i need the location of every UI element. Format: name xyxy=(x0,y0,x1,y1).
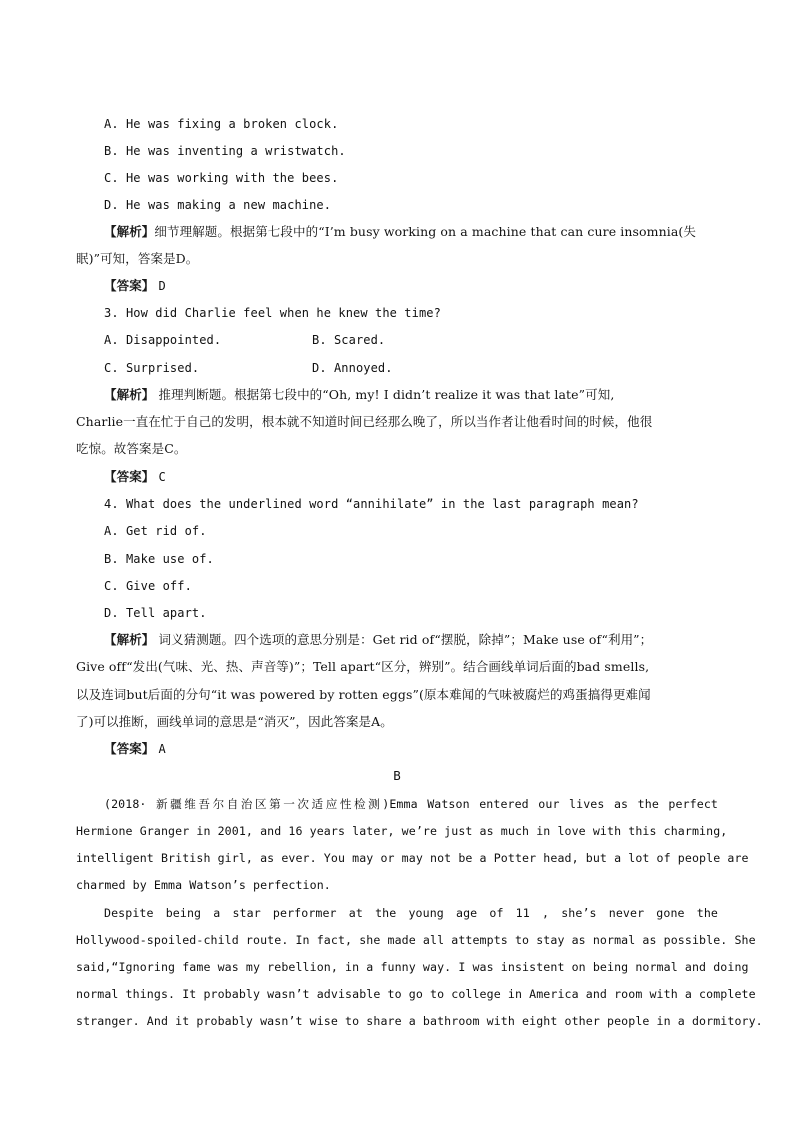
q3-analysis-line3: 吃惊。故答案是C。 xyxy=(76,441,187,456)
answer-tag: 【答案】 xyxy=(104,278,155,293)
analysis-tag: 【解析】 xyxy=(104,224,155,239)
q2-analysis xyxy=(104,224,696,240)
passage-p2-line1: Despite being a star performer at the young age of 11 , she’s never gone the xyxy=(104,906,718,920)
q4-answer-value: A xyxy=(158,742,166,756)
q3-analysis-line1: 推理判断题。根据第七段中的“Oh, my! I didn’t realize it was that late”可知, xyxy=(158,387,615,402)
q3-option-d: D. Annoyed. xyxy=(312,361,393,375)
q4-analysis-line3: 以及连词but后面的分句“it was powered by rotten eggs”(原本难闻的气味被腐烂的鸡蛋搞得更难闻 xyxy=(76,687,651,702)
q2-option-a: A. He was fixing a broken clock. xyxy=(104,117,339,131)
q3-analysis-line2: Charlie一直在忙于自己的发明，根本就不知道时间已经那么晚了，所以当作者让他看时间的时候，他很 xyxy=(76,414,653,429)
q4-option-b: B. Make use of. xyxy=(104,552,214,566)
q3-option-c: C. Surprised. xyxy=(104,361,200,375)
analysis-tag: 【解析】 xyxy=(104,387,155,402)
q3-analysis xyxy=(104,387,614,403)
analysis-tag: 【解析】 xyxy=(104,632,155,647)
q3-answer xyxy=(104,469,166,485)
q3-option-a: A. Disappointed. xyxy=(104,333,222,347)
q4-answer xyxy=(104,741,166,757)
q2-option-c: C. He was working with the bees. xyxy=(104,171,339,185)
q2-answer-value: D xyxy=(158,279,166,293)
answer-tag: 【答案】 xyxy=(104,741,155,756)
passage-p2-line3: said,“Ignoring fame was my rebellion, in a funny way. I was insistent on being normal and doing xyxy=(76,960,749,974)
q2-analysis-line1: 细节理解题。根据第七段中的“I’m busy working on a machine that can cure insomnia(失 xyxy=(154,224,697,239)
q4-option-c: C. Give off. xyxy=(104,579,192,593)
q4-analysis-line1: 词义猜测题。四个选项的意思分别是：Get rid of“摆脱，除掉”；Make use of“利用”； xyxy=(158,632,653,647)
q4-option-a: A. Get rid of. xyxy=(104,524,207,538)
passage-p1-line4: charmed by Emma Watson’s perfection. xyxy=(76,878,331,892)
passage-p1-line3: intelligent British girl, as ever. You may or may not be a Potter head, but a lot of people are xyxy=(76,851,749,865)
q4-option-d: D. Tell apart. xyxy=(104,606,207,620)
q3-answer-value: C xyxy=(158,470,166,484)
q2-answer xyxy=(104,278,166,294)
q2-option-b: B. He was inventing a wristwatch. xyxy=(104,144,346,158)
q4-analysis xyxy=(104,632,652,648)
q3-question: 3. How did Charlie feel when he knew the time? xyxy=(104,306,441,320)
passage-p2-line4: normal things. It probably wasn’t advisable to go to college in America and room with a complete xyxy=(76,987,756,1001)
q2-option-d: D. He was making a new machine. xyxy=(104,198,332,212)
section-heading: B xyxy=(393,768,401,783)
q3-option-b: B. Scared. xyxy=(312,333,386,347)
passage-p2-line5: stranger. And it probably wasn’t wise to share a bathroom with eight other people in a dormitory. xyxy=(76,1014,763,1028)
q4-question: 4. What does the underlined word “annihilate” in the last paragraph mean? xyxy=(104,497,639,511)
passage-p2-line2: Hollywood-spoiled-child route. In fact, she made all attempts to stay as normal as possible. She xyxy=(76,933,756,947)
q2-analysis-line2: 眠)”可知，答案是D。 xyxy=(76,251,199,266)
answer-tag: 【答案】 xyxy=(104,469,155,484)
q4-analysis-line2: Give off“发出(气味、光、热、声音等)”；Tell apart“区分，辨别”。结合画线单词后面的bad smells, xyxy=(76,659,650,674)
q4-analysis-line4: 了)可以推断，画线单词的意思是“消灭”，因此答案是A。 xyxy=(76,714,393,729)
passage-p1-line1: (2018· 新疆维吾尔自治区第一次适应性检测)Emma Watson entered our lives as the perfect xyxy=(104,797,718,811)
passage-p1-line2: Hermione Granger in 2001, and 16 years later, we’re just as much in love with this charming, xyxy=(76,824,728,838)
